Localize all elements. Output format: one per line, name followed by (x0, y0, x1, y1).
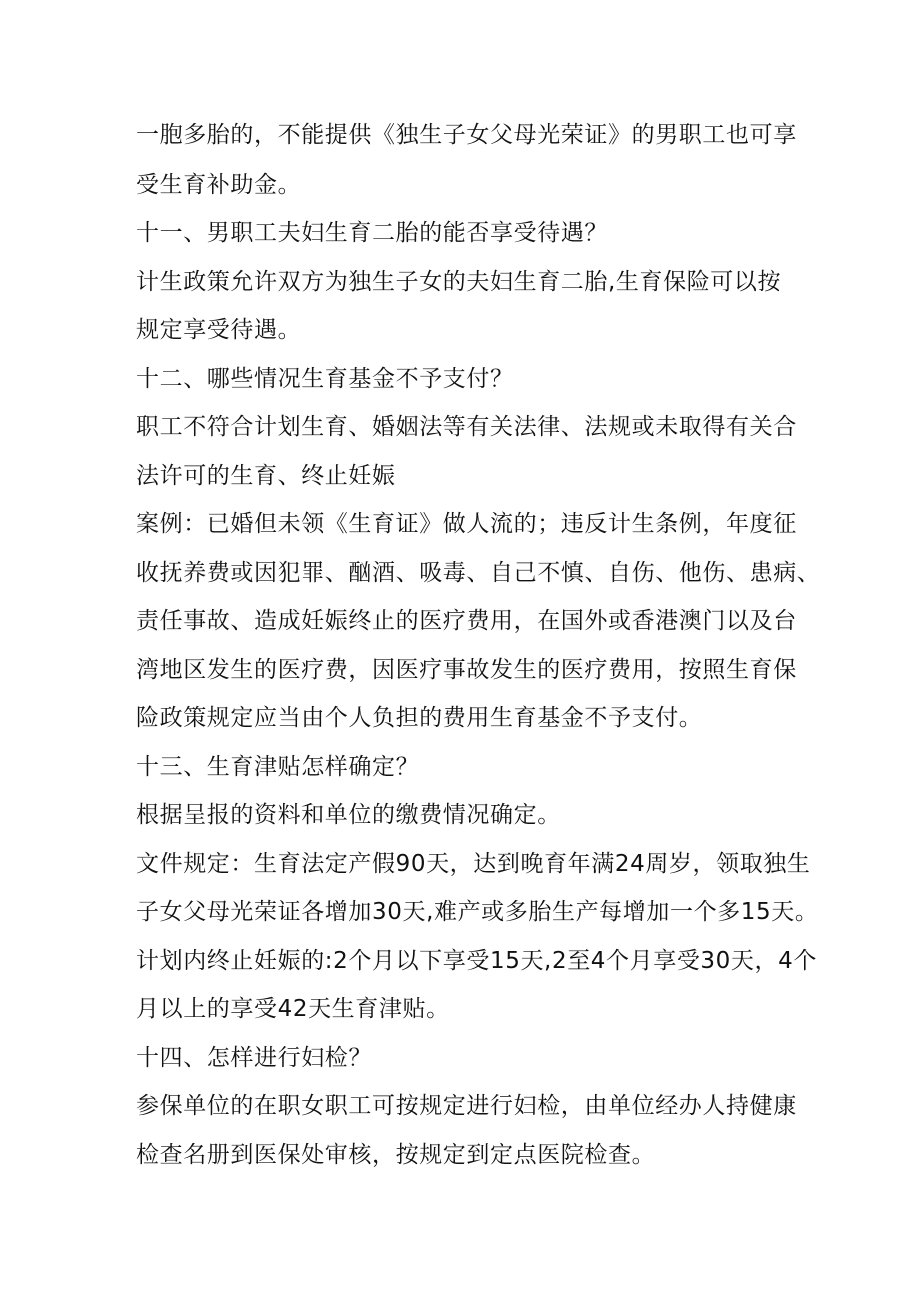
text-line: 文件规定：生育法定产假90天，达到晚育年满24周岁，领取独生 (136, 851, 811, 877)
text-line: 收抚养费或因犯罪、酗酒、吸毒、自己不慎、自伤、他伤、患病、 (136, 560, 821, 586)
text-line: 案例：已婚但未领《生育证》做人流的；违反计生条例，年度征 (136, 511, 797, 537)
question-heading: 十二、哪些情况生育基金不予支付？ (136, 366, 514, 392)
question-heading: 十一、男职工夫妇生育二胎的能否享受待遇？ (136, 220, 608, 246)
text-line: 一胞多胎的，不能提供《独生子女父母光荣证》的男职工也可享 (136, 122, 797, 148)
text-line: 责任事故、造成妊娠终止的医疗费用，在国外或香港澳门以及台 (136, 608, 797, 634)
text-line: 参保单位的在职女职工可按规定进行妇检，由单位经办人持健康 (136, 1093, 797, 1119)
text-line: 计划内终止妊娠的:2个月以下享受15天,2至4个月享受30天，4个 (136, 948, 817, 974)
text-line: 根据呈报的资料和单位的缴费情况确定。 (136, 802, 561, 828)
question-heading: 十四、怎样进行妇检？ (136, 1045, 372, 1071)
text-line: 湾地区发生的医疗费，因医疗事故发生的医疗费用，按照生育保 (136, 657, 797, 683)
text-line: 职工不符合计划生育、婚姻法等有关法律、法规或未取得有关合 (136, 414, 797, 440)
text-line: 险政策规定应当由个人负担的费用生育基金不予支付。 (136, 705, 703, 731)
text-line: 计生政策允许双方为独生子女的夫妇生育二胎,生育保险可以按 (136, 269, 782, 295)
text-line: 月以上的享受42天生育津贴。 (136, 996, 450, 1022)
text-line: 规定享受待遇。 (136, 317, 302, 343)
text-line: 法许可的生育、终止妊娠 (136, 463, 396, 489)
text-line: 检查名册到医保处审核，按规定到定点医院检查。 (136, 1142, 656, 1168)
question-heading: 十三、生育津贴怎样确定？ (136, 754, 420, 780)
text-line: 受生育补助金。 (136, 172, 302, 198)
text-line: 子女父母光荣证各增加30天,难产或多胎生产每增加一个多15天。 (136, 899, 819, 925)
